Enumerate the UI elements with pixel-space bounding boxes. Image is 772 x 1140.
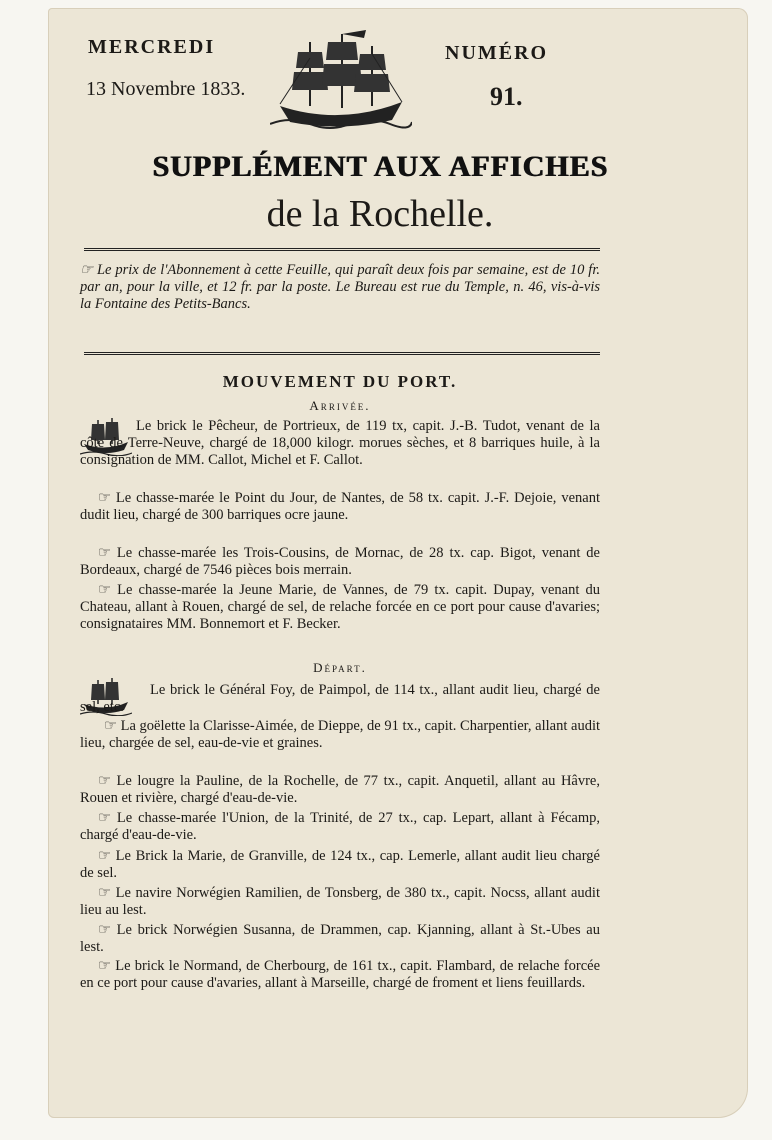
departure-entry: Le brick le Général Foy, de Paimpol, de 114 tx., allant audit lieu, chargé de sel, etc. — [80, 682, 600, 715]
departure-entry: ☞ La goëlette la Clarisse-Aimée, de Dieppe, de 91 tx., capit. Charpentier, allant audit lieu, chargée de sel, eau-de-vie et graines. — [80, 718, 600, 751]
rule-top — [84, 248, 600, 251]
departures-title: Départ. — [313, 660, 367, 675]
header-number: 91. — [490, 82, 523, 111]
header-number-label: NUMÉRO — [445, 42, 549, 64]
subscription-notice: ☞ Le prix de l'Abonnement à cette Feuille, qui paraît deux fois par semaine, est de 10 fr. par an, pour la ville, et 12 fr. par la poste. Le Bureau est rue du Temple, n. 46, vis-à-vis la Fontaine des Petits-Bancs. — [80, 262, 600, 312]
departure-entry: ☞ Le navire Norwégien Ramilien, de Tonsberg, de 380 tx., capit. Nocss, allant audit lieu au lest. — [80, 885, 600, 918]
departure-entry: ☞ Le Brick la Marie, de Granville, de 124 tx., cap. Lemerle, allant audit lieu chargé de sel. — [80, 848, 600, 881]
arrivals-title: Arrivée. — [309, 398, 371, 413]
masthead-subtitle: de la Rochelle. — [266, 193, 494, 235]
arrival-entry: ☞ Le chasse-marée les Trois-Cousins, de Mornac, de 28 tx. cap. Bigot, venant de Bordeaux, chargé de 7546 pièces bois merrain. — [80, 545, 600, 578]
section-title: MOUVEMENT DU PORT. — [222, 372, 458, 391]
header-date: 13 Novembre 1833. — [86, 78, 246, 100]
header-day: MERCREDI — [88, 36, 216, 58]
departure-entry: ☞ Le brick Norwégien Susanna, de Drammen, cap. Kjanning, allant à St.-Ubes au lest. — [80, 922, 600, 955]
departure-entry: ☞ Le chasse-marée l'Union, de la Trinité, de 27 tx., cap. Lepart, allant à Fécamp, chargé d'eau-de-vie. — [80, 810, 600, 843]
arrival-entry: ☞ Le chasse-marée la Jeune Marie, de Vannes, de 79 tx. capit. Dupay, venant du Chateau, allant à Rouen, chargé de sel, de relache forcée en ce port pour cause d'avaries; consignataires MM. Bonnemort et F. Becker. — [80, 582, 600, 632]
masthead-title: SUPPLÉMENT AUX AFFICHES — [152, 150, 608, 183]
arrival-entry: Le brick le Pêcheur, de Portrieux, de 119 tx, capit. J.-B. Tudot, venant de la côte de Terre-Neuve, chargé de 18,000 kilogr. morues sèches, et 8 barriques huile, à la consignation de MM. Callot, Michel et F. Callot. — [80, 418, 600, 468]
departure-entry: ☞ Le brick le Normand, de Cherbourg, de 161 tx., capit. Flambard, de relache forcée en ce port pour cause d'avaries, allant à Marseille, chargé de froment et liens feuillards. — [80, 958, 600, 991]
departure-entry: ☞ Le lougre la Pauline, de la Rochelle, de 77 tx., capit. Anquetil, allant au Hâvre, Rouen et rivière, chargé d'eau-de-vie. — [80, 773, 600, 806]
arrival-entry: ☞ Le chasse-marée le Point du Jour, de Nantes, de 58 tx. capit. J.-F. Dejoie, venant dudit lieu, chargé de 300 barriques ocre jaune. — [80, 490, 600, 523]
sailing-ship-icon — [270, 28, 412, 138]
rule-bottom — [84, 352, 600, 355]
